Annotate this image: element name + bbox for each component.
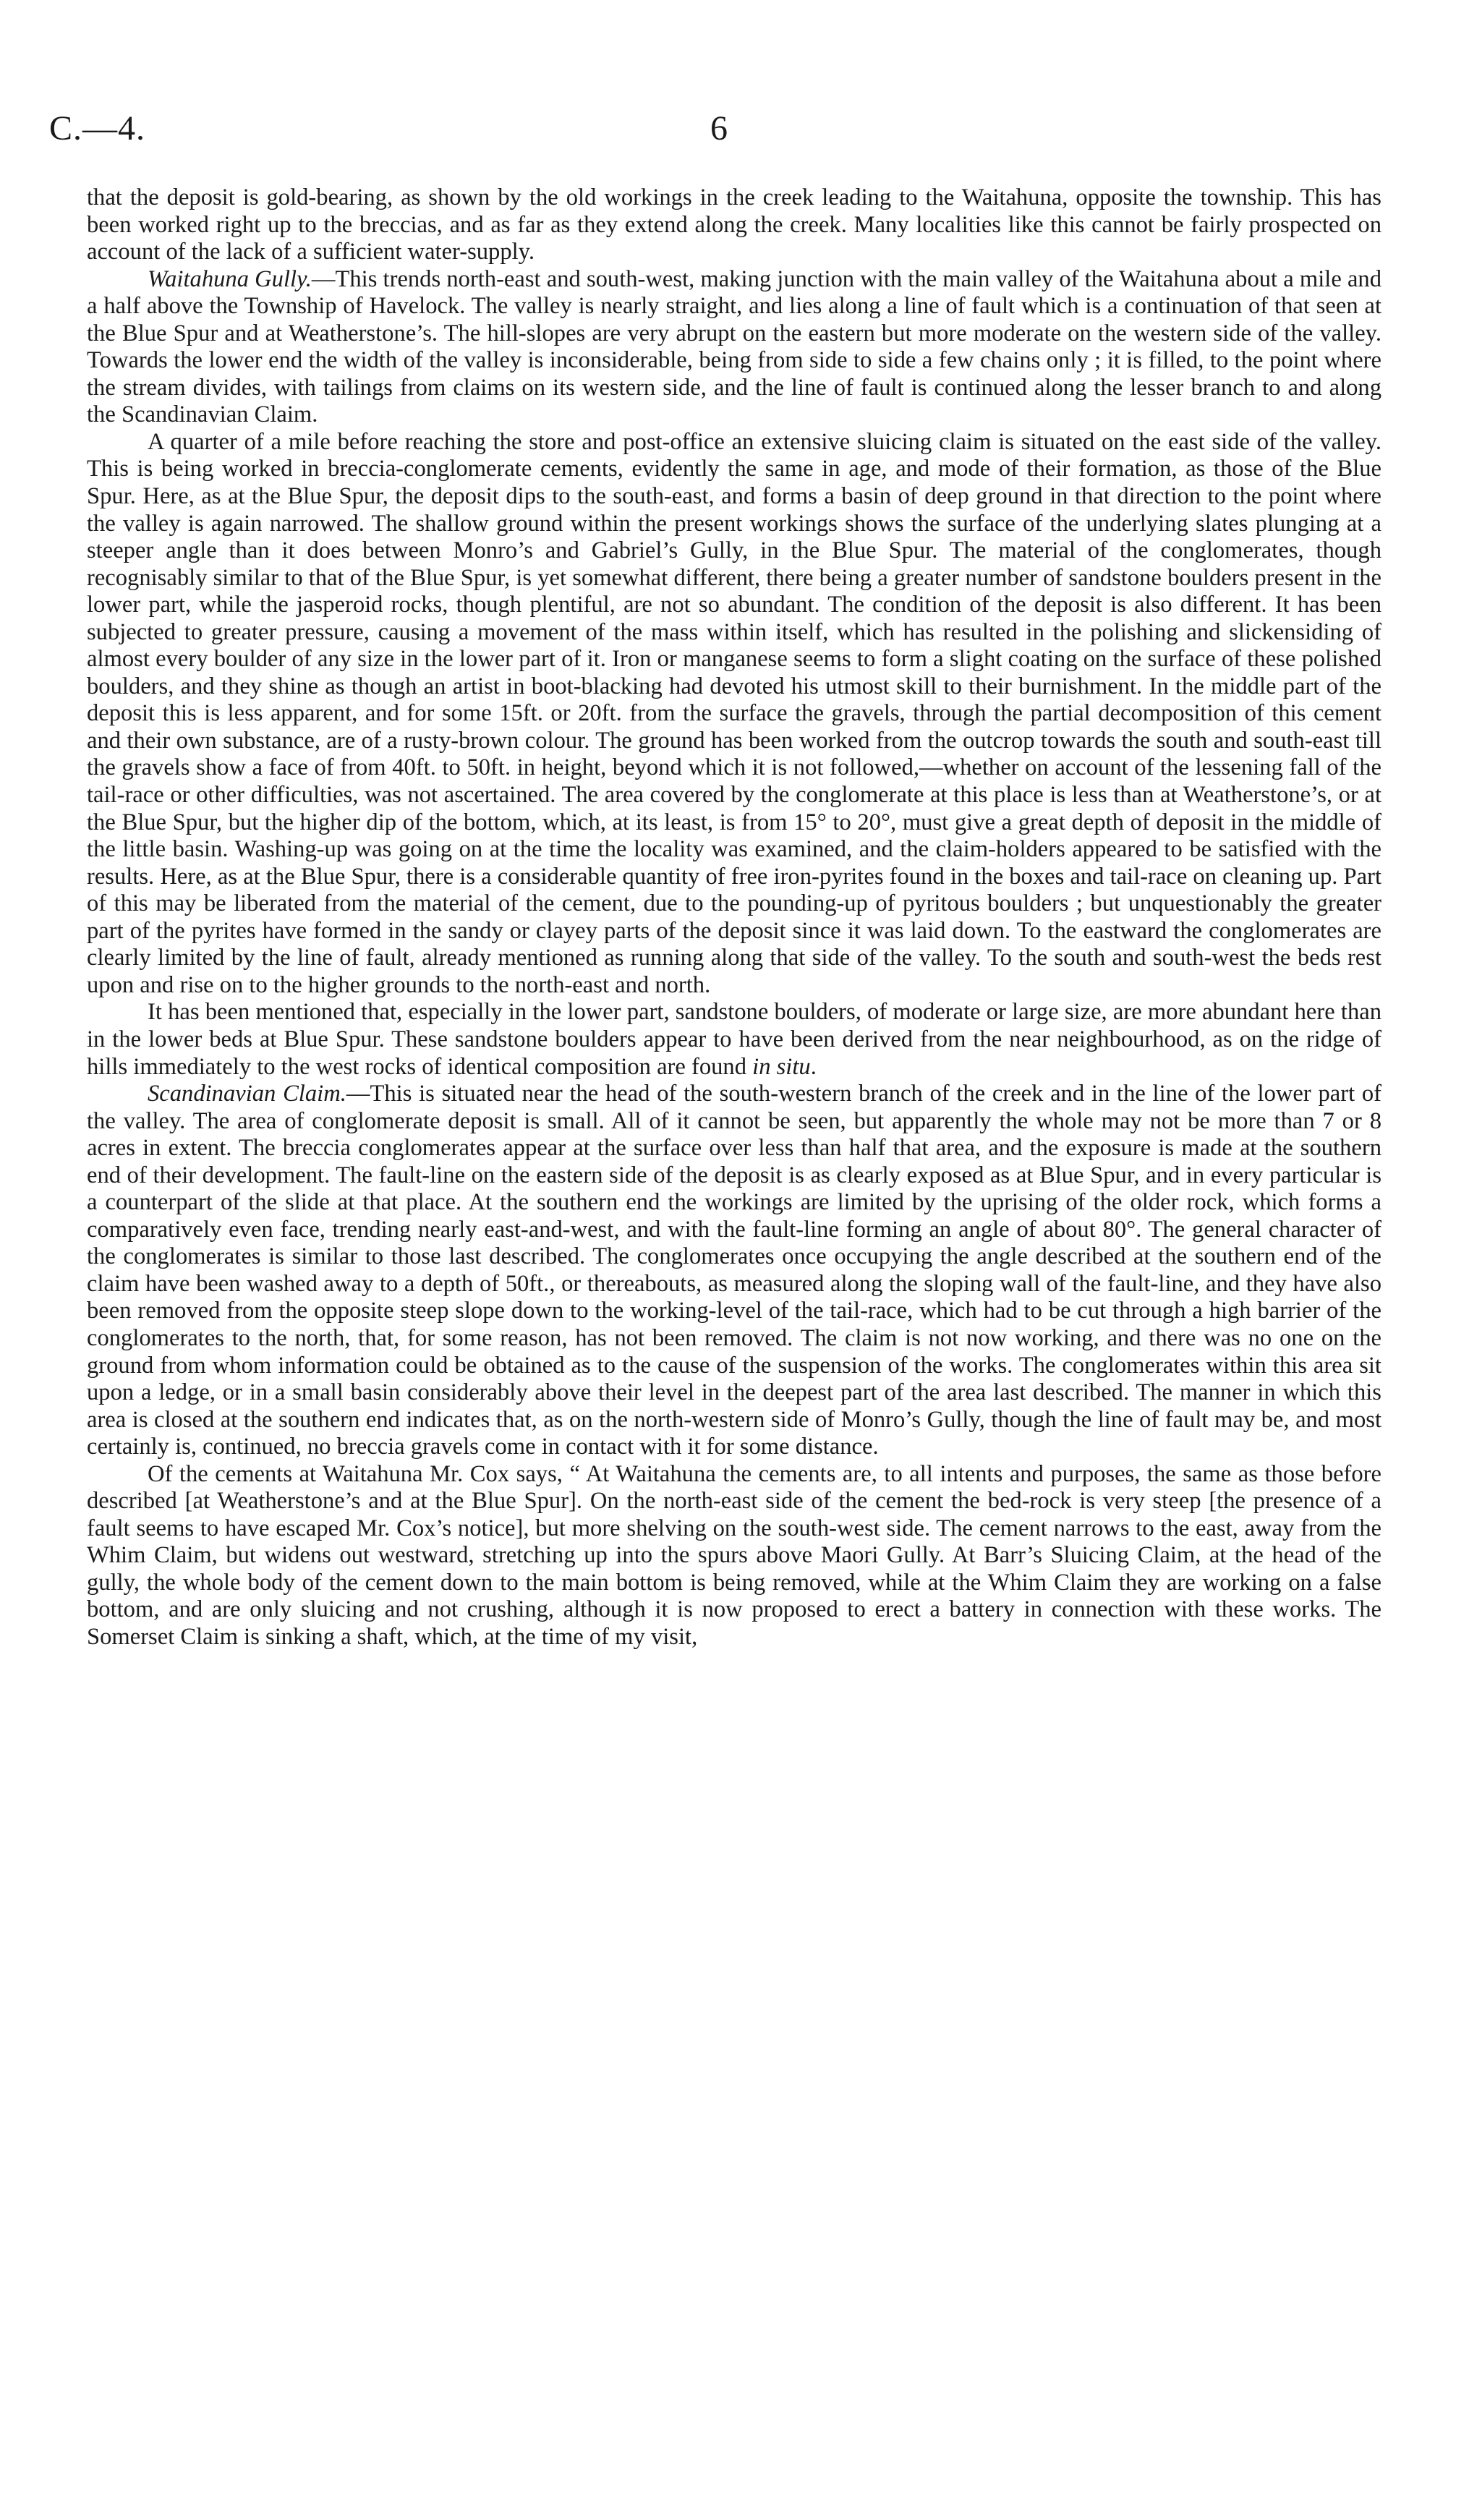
page-number: 6 [710,109,728,148]
paragraph-text: It has been mentioned that, especially in the lower part, sandstone boulders, of moderate or large size, are more abundant here than in the lower beds at Blue Spur. These sandstone boulders appear to have been derived from the near neighbourhood, as on the ridge of hills immediately to the west rocks of identical composition are found [87,999,1381,1080]
document-reference: C.—4. [49,109,146,148]
paragraph-cox-quote [87,1461,1381,1651]
paragraph-italic-term: in situ [752,1053,811,1080]
paragraph-text: that the deposit is gold-bearing, as shown by the old workings in the creek leading to the Waitahuna, opposite the township. This has been worked right up to the breccias, and as far as they extend along the creek. Many localities like this cannot be fairly prospected on account of the lack of a sufficient water-supply. [87,184,1381,265]
paragraph-text: A quarter of a mile before reaching the store and post-office an extensive sluicing claim is situated on the east side of the valley. This is being worked in breccia-conglomerate cements, evidently the same in age, and mode of their formation, as those of the Blue Spur. Here, as at the Blue Spur, the deposit dips to the south-east, and forms a basin of deep ground in that direction to the point where the valley is again narrowed. The shallow ground within the present workings shows the surface of the underlying slates plunging at a steeper angle than it does between Monro’s and Gabriel’s Gully, in the Blue Spur. The material of the conglomerates, though recognisably similar to that of the Blue Spur, is yet somewhat different, there being a greater number of sandstone boulders present in the lower part, while the jasperoid rocks, though plentiful, are not so abundant. The condition of the deposit is also different. It has been subjected to greater pressure, causing a movement of the mass within itself, which has resulted in the polishing and slickensiding of almost every boulder of any size in the lower part of it. Iron or manganese seems to form a slight coating on the surface of these polished boulders, and they shine as though an artist in boot-blacking had devoted his utmost skill to their burnishment. In the middle part of the deposit this is less apparent, and for some 15ft. or 20ft. from the surface the gravels, through the partial decomposition of this cement and their own substance, are of a rusty-brown colour. The ground has been worked from the outcrop towards the south and south-east till the gravels show a face of from 40ft. to 50ft. in height, beyond which it is not followed,—whether on account of the lessening fall of the tail-race or other difficulties, was not ascertained. The area covered by the conglomerate at this place is less than at Weatherstone’s, or at the Blue Spur, but the higher dip of the bottom, which, at its least, is from 15° to 20°, must give a great depth of deposit in the middle of the little basin. Washing-up was going on at the time the locality was examined, and the claim-holders appeared to be satisfied with the results. Here, as at the Blue Spur, there is a considerable quantity of free iron-pyrites found in the boxes and tail-race on cleaning up. Part of this may be liberated from the material of the cement, due to the pounding-up of pyritous boulders ; but unquestionably the greater part of the pyrites have formed in the sandy or clayey parts of the deposit since it was laid down. To the eastward the conglomerates are clearly limited by the line of fault, already mentioned as running along that side of the valley. To the south and south-west the beds rest upon and rise on to the higher grounds to the north-east and north. [87,428,1381,998]
paragraph-scandinavian-claim [87,1081,1381,1461]
paragraph-continuation [87,184,1381,266]
paragraph-waitahuna-gully [87,266,1381,429]
body-text [87,184,1381,1651]
paragraph-text: —This is situated near the head of the south-western branch of the creek and in the line of the lower part of the valley. The area of conglomerate deposit is small. All of it cannot be seen, but apparently the whole may not be more than 7 or 8 acres in extent. The breccia conglomerates appear at the surface over less than half that area, and the exposure is made at the southern end of their development. The fault-line on the eastern side of the deposit is as clearly exposed as at Blue Spur, and in every particular is a counterpart of the slide at that place. At the southern end the workings are limited by the uprising of the older rock, which forms a comparatively even face, trending nearly east-and-west, and with the fault-line forming an angle of about 80°. The general character of the conglomerates is similar to those last described. The conglomerates once occupying the angle described at the southern end of the claim have been washed away to a depth of 50ft., or thereabouts, as measured along the sloping wall of the fault-line, and they have also been removed from the opposite steep slope down to the working-level of the tail-race, which had to be cut through a high barrier of the conglomerates to the north, that, for some reason, has not been removed. The claim is not now working, and there was no one on the ground from whom information could be obtained as to the cause of the suspension of the works. The conglomerates within this area sit upon a ledge, or in a small basin considerably above their level in the deepest part of the area last described. The manner in which this area is closed at the southern end indicates that, as on the north-western side of Monro’s Gully, though the line of fault may be, and most certainly is, continued, no breccia gravels come in contact with it for some distance. [87,1081,1381,1460]
paragraph-sandstone-boulders [87,999,1381,1081]
paragraph-text-end: . [810,1053,817,1080]
paragraph-text: —This trends north-east and south-west, making junction with the main valley of the Waitahuna about a mile and a half above the Township of Havelock. The valley is nearly straight, and lies along a line of fault which is a continuation of that seen at the Blue Spur and at Weatherstone’s. The hill-slopes are very abrupt on the eastern but more moderate on the western side of the valley. Towards the lower end the width of the valley is inconsiderable, being from side to side a few chains only ; it is filled, to the point where the stream divides, with tailings from claims on its western side, and the line of fault is continued along the lesser branch to and along the Scandinavian Claim. [87,265,1381,428]
paragraph-text: Of the cements at Waitahuna Mr. Cox says, “ At Waitahuna the cements are, to all intents and purposes, the same as those before described [at Weatherstone’s and at the Blue Spur]. On the north-east side of the cement the bed-rock is very steep [the presence of a fault seems to have escaped Mr. Cox’s notice], but more shelving on the south-west side. The cement narrows to the east, away from the Whim Claim, but widens out westward, stretching up into the spurs above Maori Gully. At Barr’s Sluicing Claim, at the head of the gully, the whole body of the cement down to the main bottom is being removed, while at the Whim Claim they are working on a false bottom, and are only sluicing and not crushing, although it is now proposed to erect a battery in connection with these works. The Somerset Claim is sinking a shaft, which, at the time of my visit, [87,1460,1381,1650]
section-heading-scandinavian-claim: Scandinavian Claim. [148,1081,346,1107]
paragraph-sluicing-claim [87,429,1381,999]
section-heading-waitahuna-gully: Waitahuna Gully. [148,265,312,292]
